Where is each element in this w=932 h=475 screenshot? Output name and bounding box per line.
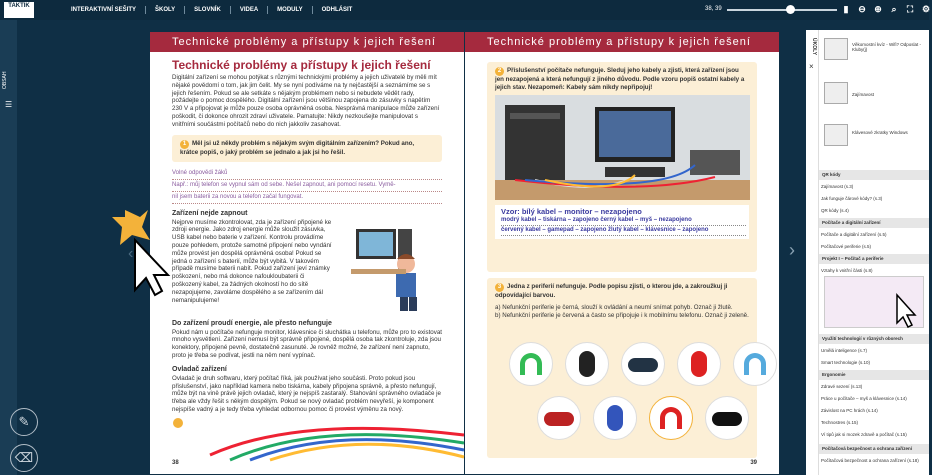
- zoom-out-icon[interactable]: ⊖: [858, 4, 866, 14]
- panel-item[interactable]: Smart technologie (s.10): [821, 360, 871, 365]
- answer-line: Např.: můj telefon se vypnul sám od sebe. Nešel zapnout, ani pomocí resetu. Vymě-: [172, 180, 442, 192]
- task-number-2: 2: [495, 67, 504, 76]
- page-title: Technické problémy a přístupy k jejich řešení: [172, 58, 431, 72]
- task-3-text: Jedna z periferií nefunguje. Podle popisu zjisti, o kterou jde, a zakroužkuj ji odpovídající barvou.: [495, 283, 728, 299]
- answer-line: červený kabel – gamepad – zapojeno žlutý kabel – klávesnice – zapojeno: [501, 226, 746, 236]
- nav-videos[interactable]: VIDEA: [231, 6, 268, 14]
- panel-item[interactable]: Technostres (s.15): [821, 420, 859, 425]
- section-title: Do zařízení proudí energie, ale přesto nefunguje: [172, 319, 332, 327]
- tasks-tab[interactable]: ÚKOLY: [811, 38, 817, 56]
- desk-computer-illustration: [495, 95, 750, 200]
- blue-gamepad-image[interactable]: [621, 342, 665, 386]
- panel-item[interactable]: QR kódy (s.4): [821, 208, 849, 213]
- panel-section[interactable]: Počítače a digitální zařízení: [819, 218, 929, 228]
- search-icon[interactable]: ⌕: [891, 4, 897, 14]
- project-thumbnail[interactable]: [824, 276, 924, 328]
- task-2: [487, 62, 757, 272]
- panel-item[interactable]: Počítačová bezpečnost a ochrana zařízení (s.18): [821, 458, 919, 463]
- page-number: 39: [750, 460, 757, 466]
- page-number: 38: [172, 460, 179, 466]
- answer-line: modrý kabel – tiskárna – zapojeno černý kabel – myš – nezapojeno: [501, 216, 746, 226]
- nav-schools[interactable]: ŠKOLY: [146, 6, 185, 14]
- panel-item[interactable]: Zajímavost (s.3): [821, 184, 854, 189]
- task-1-text: Měl jsi už někdy problém s nějakým svým digitálním zařízením? Pokud ano, krátce popiš, o jaký problém se jednalo a jak jsi ho řešil.: [180, 139, 415, 156]
- contents-tab[interactable]: OBSAH: [2, 71, 8, 89]
- section-title: Zařízení nejde zapnout: [172, 209, 248, 217]
- panel-item[interactable]: Počítače a digitální zařízení (s.5): [821, 232, 887, 237]
- close-icon[interactable]: ×: [809, 62, 814, 71]
- blue-mouse-image[interactable]: [593, 396, 637, 440]
- panel-item[interactable]: Zdravé sezení (s.13): [821, 384, 863, 389]
- black-mouse-image[interactable]: [565, 342, 609, 386]
- page-left: [150, 32, 464, 474]
- section-text: Nejprve musíme zkontrolovat, zda je zařízení připojené ke zdroji energie. Jako zdroj energie může sloužit zásuvka, USB kabel nebo baterie v zařízení. Kontrolu provádíme pouze pohledem, protože samotné připojení nebo vyndání může provést jen dospělá oprávněná osoba! Pokud se jedná o zařízení s baterií, může být vybitá. V takovém případě musíme baterii nabít. Pokud zařízení jeví známky poškození, nebo má dokonce nafoukloubaterii či poškozený kabel, za žádných okolností ho do sítě nezapojujeme, zavoláme dospělého a se zařízením dál nemanipulujeme!: [172, 218, 332, 304]
- panel-item[interactable]: Umělá inteligence (s.7): [821, 348, 868, 353]
- panel-section[interactable]: Počítačová bezpečnost a ochrana zařízení: [819, 444, 929, 454]
- panel-item[interactable]: Počítačové periferie (s.5): [821, 244, 872, 249]
- nav-logout[interactable]: ODHLÁSIT: [321, 7, 353, 13]
- panel-item[interactable]: Zajímavost: [852, 92, 875, 97]
- black-gamepad-image[interactable]: [705, 396, 749, 440]
- page-header: Technické problémy a přístupy k jejich řešení: [150, 32, 464, 52]
- green-headphones-image[interactable]: [509, 342, 553, 386]
- zoom-slider-handle[interactable]: [786, 5, 795, 14]
- left-sidebar: [0, 20, 17, 475]
- panel-item[interactable]: Jak funguje čárové kódy? (s.3): [821, 196, 883, 201]
- page-header: Technické problémy a přístupy k jejich řešení: [465, 32, 779, 52]
- top-bar: [0, 0, 929, 20]
- computer-user-illustration: [336, 219, 436, 314]
- panel-item[interactable]: Ví tipů jak si mozek zdravě a počítač (s.15): [821, 432, 907, 437]
- panel-section[interactable]: Využití technologií v různých oborech: [819, 334, 929, 344]
- prev-page-icon[interactable]: ‹: [128, 245, 134, 262]
- task-number-1: 1: [180, 140, 189, 149]
- panel-section[interactable]: QR kódy: [819, 170, 929, 180]
- pencil-tool-icon[interactable]: ✎: [10, 408, 38, 436]
- task-2-text: Příslušenství počítače nefunguje. Sleduj jeho kabely a zjisti, která zařízení jsou jen nezapojená a která nefungují z jiného důvodu. Podle vzoru popiš ostatní kabely a jejich stav. Nezapomeň: Kabely sám nikdy nepřipojuj!: [495, 67, 745, 91]
- eraser-tool-icon[interactable]: ⌫: [10, 444, 38, 472]
- section-text: Pokud nám u počítače nefunguje monitor, klávesnice či sluchátka u telefonu, může pro to existovat mnoho vysvětlení. Zařízení nemusí být správně připojené, dospělá osoba tak zkontroluje, zda jsou konektory, připojené pevně, dostatečně zasunuté. Je rovněž možné, že zařízení není zapnuto, proto je třeba se podívat, jestli na něm není vypínač.: [172, 328, 442, 359]
- panel-item[interactable]: Věkomostní kvíz - Wifi? Odposlat - Kluby(j): [852, 42, 922, 52]
- answer-line: Volné odpovědi žáků: [172, 168, 442, 180]
- nav-dictionary[interactable]: SLOVNÍK: [185, 6, 231, 14]
- red-mouse-image[interactable]: [677, 342, 721, 386]
- panel-item[interactable]: Závislost na PC hrách (s.14): [821, 408, 878, 413]
- main-nav: [62, 6, 361, 14]
- next-page-icon[interactable]: ›: [789, 240, 795, 260]
- task-3: [487, 278, 757, 458]
- task-thumbnail[interactable]: [824, 82, 848, 104]
- section-text: Ovladač je druh softwaru, který počítač říká, jak používat jeho součásti. Proto pokud jsou přislušenství, jako například kamera nebo tiskárna, kabely připojena správně, a přesto nefungují, může být na vině právě jejich ovladač, který je nejspíš zastaralý. Stahování správného ovladače je třeba ale vždy řešit s někým dospělým. Pokud se nový ovladač problém nevyřeší, je komponent nejspíše vadný a je tedy třeba vyhledat odbornou pomoc či provést výměnu za nový.: [172, 374, 441, 413]
- page-right: [465, 32, 779, 474]
- hint-cursor-icon[interactable]: [110, 205, 170, 295]
- panel-item[interactable]: Práce u počítače – myš a klávesnice (s.14): [821, 396, 907, 401]
- panel-item[interactable]: Vztahy k vnitřní části (s.8): [821, 268, 873, 273]
- panel-section[interactable]: Ergonomie: [819, 370, 929, 380]
- nav-interactive-workbooks[interactable]: INTERAKTIVNÍ SEŠITY: [62, 6, 146, 14]
- fullscreen-icon[interactable]: ⛶: [906, 4, 914, 14]
- task-3a-text: a) Nefunkční periferie je černá, slouží k ovládání a neumí snímat pohyb. Označ ji žlutě.: [495, 304, 733, 311]
- gear-icon[interactable]: ⚙: [921, 4, 931, 14]
- menu-icon[interactable]: ☰: [5, 100, 13, 109]
- panel-item[interactable]: Klávesové zkratky Windows: [852, 130, 908, 135]
- section-title: Ovladač zařízení: [172, 365, 227, 373]
- task-1: [172, 135, 442, 162]
- task-1-answer[interactable]: [172, 168, 442, 204]
- app-logo[interactable]: TAKTIK: [4, 2, 34, 18]
- task-3b-text: b) Nefunkční periferie je červená a často se připojuje i k mobilnímu telefonu. Označ ji zeleně.: [495, 312, 749, 319]
- nav-modules[interactable]: MODULY: [268, 6, 312, 14]
- zoom-slider[interactable]: [727, 9, 837, 11]
- answer-line: nil jsem baterii za novou a telefon začal fungovat.: [172, 192, 442, 204]
- intro-text: Digitální zařízení se mohou potýkat s různými technickými problémy a jejich uživatelé by měli mít nějaké povědomí o tom, jak jim čelit. My se nyní podíváme na ty nejčastější a seznámíme se s jejich řešením. Pokud se ale setkáte s nějakým problémem nebo si nebudete vědět rady, požádejte o pomoc dospělého. Digitální zařízení jsou většinou zapojena do zásuvky s napětím 230 V a připojovat je může pouze osoba oprávněná osoba. Nesprávná manipulace může zařízení poškodit, či dokonce ohrozit zdraví uživatele. Pamatujte: Nikdy nezkoušejte manipulovat s vnitřními součástmi počítačů nebo do nich jakkoliv zasahovat.: [172, 74, 440, 128]
- task-thumbnail[interactable]: [824, 124, 848, 146]
- red-headphones-image[interactable]: [649, 396, 693, 440]
- red-gamepad-image[interactable]: [537, 396, 581, 440]
- task-number-3: 3: [495, 283, 504, 292]
- single-page-icon[interactable]: ▮: [843, 4, 849, 14]
- cables-illustration: [150, 415, 464, 460]
- task-thumbnail[interactable]: [824, 38, 848, 60]
- blue-headphones-image[interactable]: [733, 342, 777, 386]
- task-2-sample: Vzor: bílý kabel – monitor – nezapojeno: [501, 207, 642, 216]
- panel-section[interactable]: Projekt I – Počítač a periferie: [819, 254, 929, 264]
- page-indicator: 38, 39: [705, 6, 722, 12]
- tasks-panel: [806, 30, 929, 475]
- zoom-in-icon[interactable]: ⊕: [874, 4, 882, 14]
